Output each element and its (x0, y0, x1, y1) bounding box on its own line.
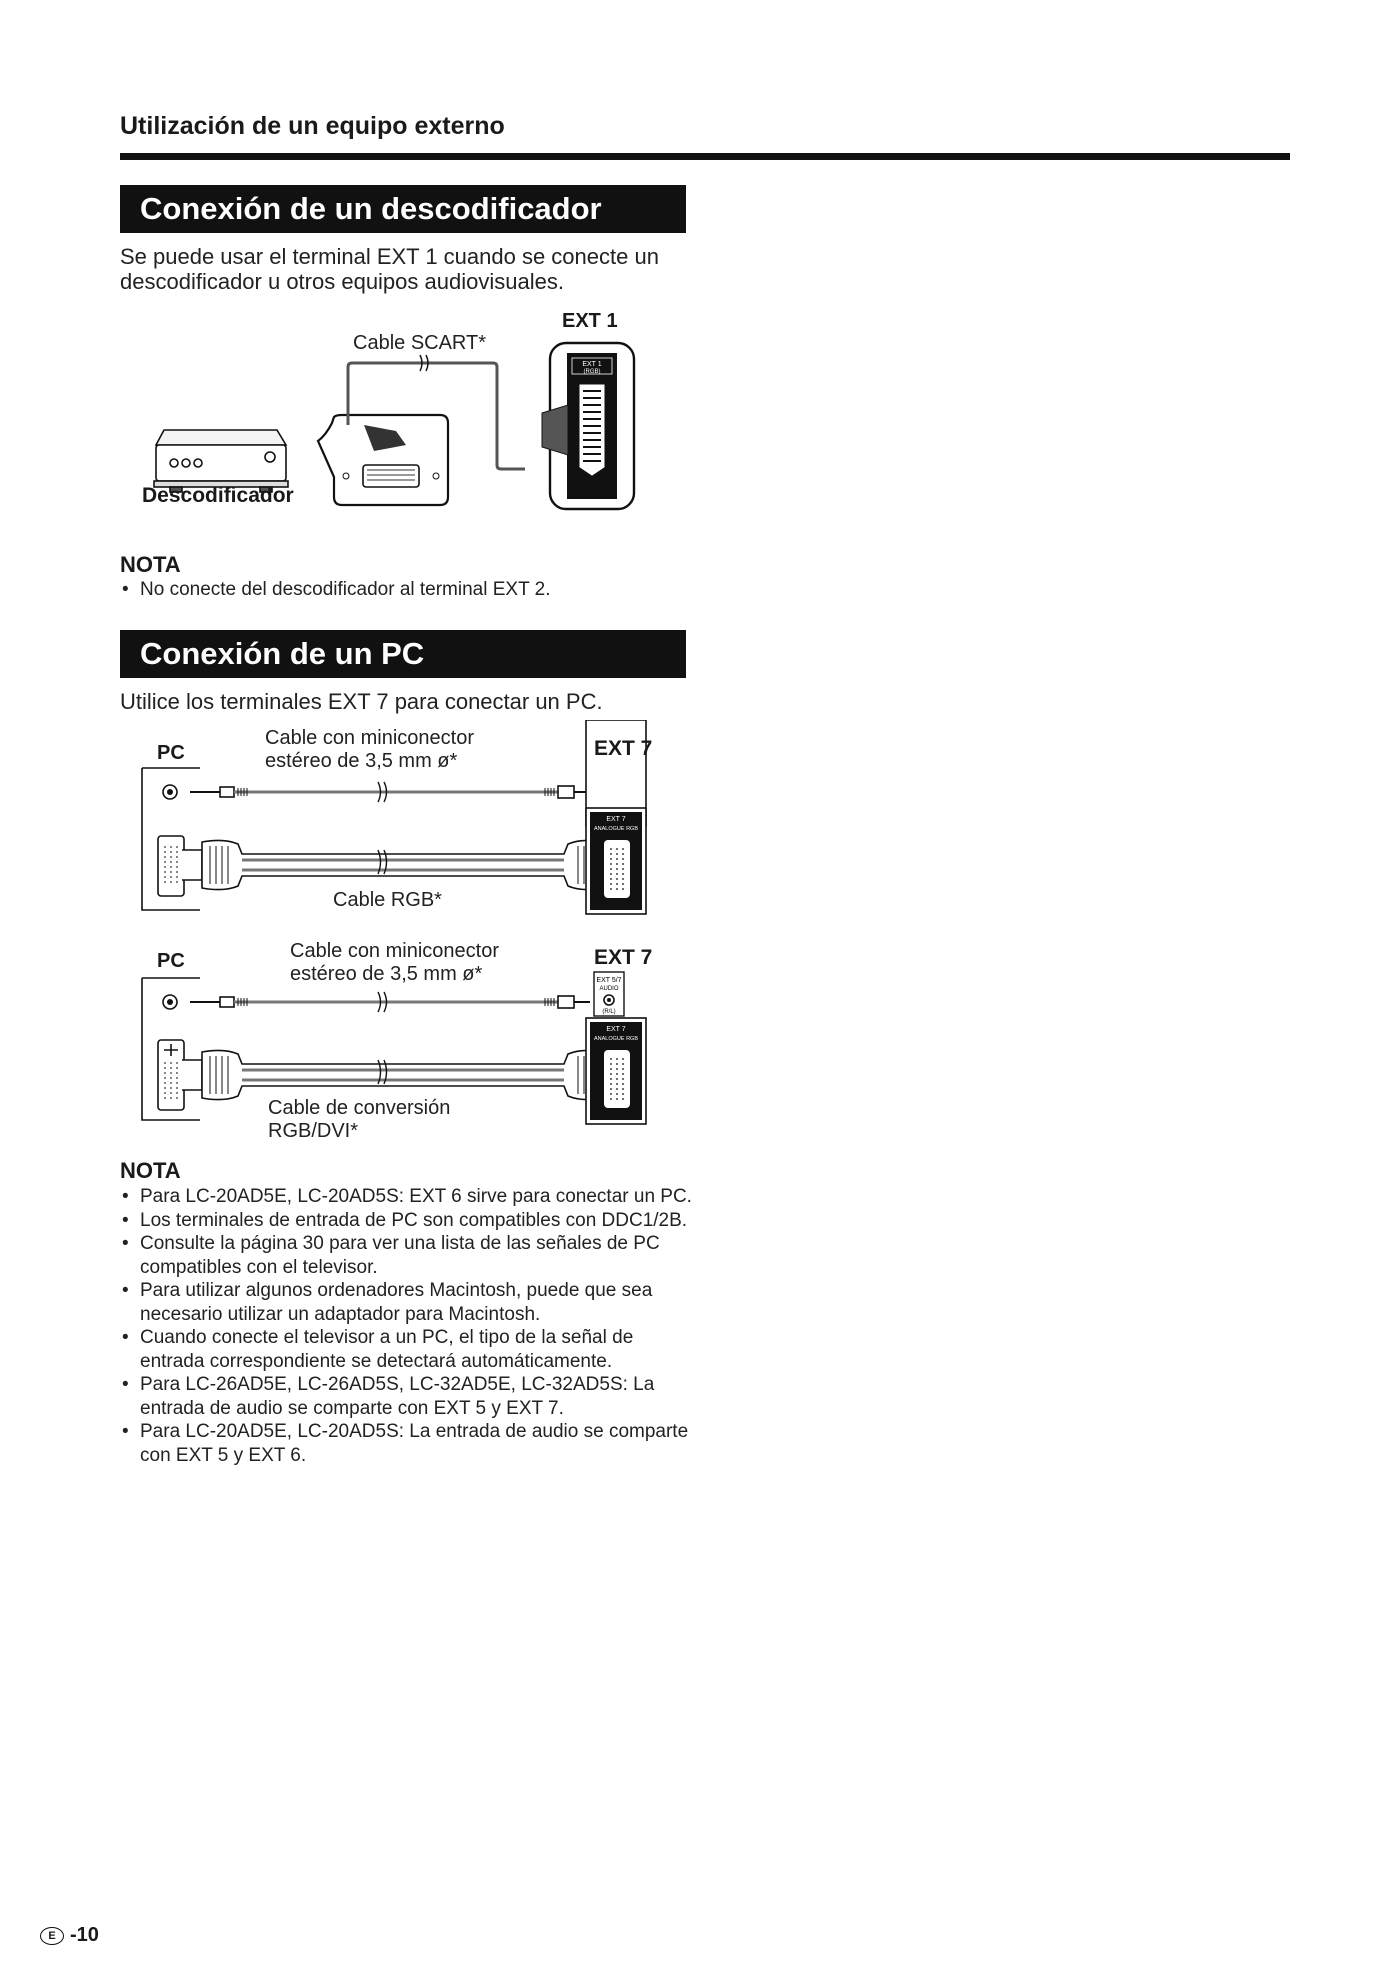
section-title-descodificador: Conexión de un descodificador (120, 185, 686, 233)
ext1-terminal-label: EXT 1 (562, 310, 618, 332)
page-number: -10 (70, 1924, 99, 1946)
audio-panel-label: EXT 5/7 (596, 977, 622, 984)
rgb-panel-label: EXT 7 (606, 1026, 626, 1033)
nota-item: • Consulte la página 30 para ver una lista de las señales de PC compatibles con el televisor. (120, 1232, 700, 1279)
pc-back-panel (142, 978, 200, 1120)
pc-back-panel (142, 768, 200, 910)
section1-intro: Se puede usar el terminal EXT 1 cuando se conecte un descodificador u otros equipos audiovisuales. (120, 244, 659, 294)
ext1-panel-label: EXT 1 (582, 361, 602, 368)
page-footer (40, 1924, 99, 1947)
pc-label-2: PC (157, 950, 185, 972)
nota-heading-1: NOTA (120, 552, 181, 577)
nota-list-1 (120, 578, 700, 602)
decoder-label: Descodificador (142, 484, 294, 507)
ext1-terminal-panel (542, 343, 634, 509)
ext7-rgb-panel (586, 1018, 646, 1124)
audio-cable (190, 996, 590, 1008)
language-badge: E (40, 1927, 64, 1945)
nota-list-2 (120, 1185, 700, 1467)
rgb-panel-sub: ANALOGUE RGB (593, 1036, 639, 1042)
decoder-device-icon (154, 430, 288, 492)
header-rule (120, 153, 1290, 160)
nota-item: • Para LC-20AD5E, LC-20AD5S: La entrada de audio se comparte con EXT 5 y EXT 6. (120, 1420, 700, 1467)
audio-panel-sub: AUDIO (599, 986, 619, 992)
page-header: Utilización de un equipo externo (120, 112, 505, 140)
nota-item: • No conecte del descodificador al terminal EXT 2. (120, 578, 700, 602)
ext7-label-1: EXT 7 (594, 737, 653, 760)
nota-item: • Para utilizar algunos ordenadores Macintosh, puede que sea necesario utilizar un adaptador para Macintosh. (120, 1279, 700, 1326)
dvi-cable (182, 1050, 604, 1099)
vga-cable (182, 840, 604, 889)
rgb-cable-label: Cable RGB* (333, 889, 442, 911)
nota-item: • Los terminales de entrada de PC son compatibles con DDC1/2B. (120, 1209, 700, 1233)
rgb-panel-sub: ANALOGUE RGB (593, 826, 639, 832)
rgb-panel-label: EXT 7 (606, 816, 626, 823)
pc-label-1: PC (157, 742, 185, 764)
audio-cable-label-1: Cable con miniconector estéreo de 3,5 mm ø* (265, 727, 474, 772)
ext7-audio-panel (594, 972, 624, 1016)
section2-intro: Utilice los terminales EXT 7 para conectar un PC. (120, 689, 603, 714)
nota-item: • Para LC-26AD5E, LC-26AD5S, LC-32AD5E, LC-32AD5S: La entrada de audio se comparte con EXT 5 y EXT 7. (120, 1373, 700, 1420)
ext7-label-2: EXT 7 (594, 946, 653, 969)
dvi-cable-label: Cable de conversión RGB/DVI* (268, 1097, 451, 1142)
nota-item: • Cuando conecte el televisor a un PC, el tipo de la señal de entrada correspondiente se detectará automáticamente. (120, 1326, 700, 1373)
decoder-scart-callout (318, 415, 448, 505)
audio-panel-rl: (R/L) (602, 1009, 616, 1015)
audio-cable-label-2: Cable con miniconector estéreo de 3,5 mm ø* (290, 940, 499, 985)
scart-cable-label: Cable SCART* (353, 332, 487, 354)
nota-item: • Para LC-20AD5E, LC-20AD5S: EXT 6 sirve para conectar un PC. (120, 1185, 700, 1209)
ext1-panel-sub: (RGB) (583, 369, 601, 375)
section-title-pc: Conexión de un PC (120, 630, 686, 678)
nota-heading-2: NOTA (120, 1158, 181, 1183)
